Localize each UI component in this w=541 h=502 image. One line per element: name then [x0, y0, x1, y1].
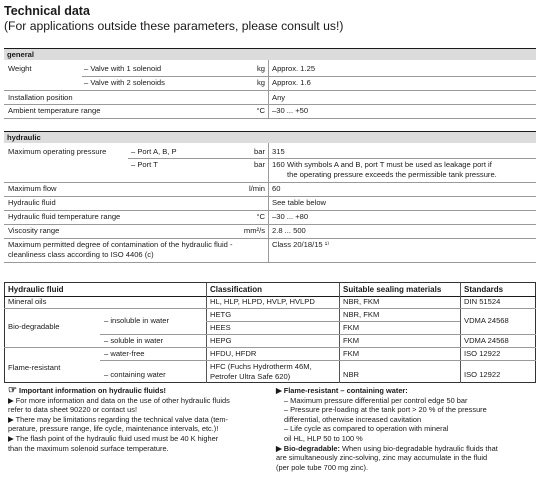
- hydraulic-header-label: hydraulic: [7, 133, 41, 142]
- hand-pointer-icon: ☞: [8, 385, 17, 396]
- installation-label: Installation position: [8, 93, 73, 102]
- port-abp-unit: bar: [254, 147, 265, 156]
- hydraulic-fluid-label: Hydraulic fluid: [8, 198, 56, 207]
- divider: [206, 321, 460, 322]
- flame-info-heading: ▶ Flame-resistant – containing water:: [276, 386, 408, 395]
- ambient-temp-unit: °C: [256, 106, 265, 115]
- info-box-right: [276, 386, 538, 472]
- general-header-label: general: [7, 50, 35, 59]
- column-divider: [268, 143, 269, 262]
- bio-degradable-label: Bio-degradable: [8, 322, 60, 331]
- flame-info-line: – Life cycle as compared to operation with mineral: [284, 424, 449, 434]
- divider: [4, 308, 536, 309]
- divider: [4, 196, 536, 197]
- column-divider: [339, 283, 340, 383]
- divider: [100, 360, 536, 361]
- info-line: ▶ There may be limitations regarding the technical valve data (tem-: [8, 414, 228, 424]
- weight-1-solenoid-label: – Valve with 1 solenoid: [84, 64, 162, 73]
- mineral-std: DIN 51524: [464, 297, 501, 306]
- weight-label: Weight: [8, 64, 32, 73]
- hfdu-std: ISO 12922: [464, 349, 501, 358]
- general-section-header: [4, 48, 536, 60]
- table-header-standards: Standards: [464, 285, 504, 294]
- table-header-fluid: Hydraulic fluid: [8, 285, 64, 294]
- table-header-sealing: Suitable sealing materials: [343, 285, 442, 294]
- divider: [4, 210, 536, 211]
- hepg-class: HEPG: [210, 336, 232, 345]
- weight-1-unit: kg: [256, 64, 265, 73]
- max-flow-label: Maximum flow: [8, 184, 57, 193]
- flame-info-line: differential, otherwise increased cavitation: [284, 414, 422, 424]
- info-line: ▶ For more information and data on the use of other hydraulic fluids: [8, 395, 230, 405]
- hees-seal: FKM: [343, 323, 360, 332]
- divider: [4, 262, 536, 263]
- column-divider: [460, 283, 461, 383]
- info-heading-text: Important information on hydraulic fluids!: [19, 386, 167, 395]
- port-abp-value: 315: [272, 147, 285, 156]
- divider: [4, 347, 536, 348]
- info-box-left: [8, 386, 270, 453]
- max-flow-value: 60: [272, 184, 281, 193]
- contamination-value: Class 20/18/15 ¹⁾: [272, 240, 330, 249]
- ambient-temp-value: –30 ... +50: [272, 106, 309, 115]
- bio-insoluble-label: – insoluble in water: [104, 316, 170, 325]
- mineral-seal: NBR, FKM: [343, 297, 380, 306]
- divider: [82, 76, 536, 77]
- divider: [4, 104, 536, 105]
- weight-2-value: Approx. 1.6: [272, 78, 311, 87]
- table-header-classification: Classification: [210, 285, 263, 294]
- bio-info-line: (per pole tube 700 mg zinc).: [276, 462, 369, 472]
- weight-1-value: Approx. 1.25: [272, 64, 316, 73]
- hfdu-class: HFDU, HFDR: [210, 349, 257, 358]
- hetg-seal: NBR, FKM: [343, 310, 380, 319]
- bio-info-heading: ▶ Bio-degradable:: [276, 443, 340, 453]
- hfc-class-line1: HFC (Fuchs Hydrotherm 46M,: [210, 362, 312, 371]
- max-flow-unit: l/min: [248, 184, 265, 193]
- info-line: than the maximum solenoid surface temperature.: [8, 443, 169, 453]
- fluid-temp-label: Hydraulic fluid temperature range: [8, 212, 121, 221]
- mineral-oils-label: Mineral oils: [8, 297, 47, 306]
- hepg-std: VDMA 24568: [464, 336, 509, 345]
- port-abp-label: – Port A, B, P: [131, 147, 177, 156]
- bio-soluble-label: – soluble in water: [104, 336, 164, 345]
- bio-info-line: [276, 444, 538, 454]
- port-t-note-line1: With symbols A and B, port T must be used as leakage port if: [287, 160, 492, 169]
- flame-resistant-label: Flame-resistant: [8, 363, 61, 372]
- page-subtitle: (For applications outside these parameters, please consult us!): [4, 19, 344, 33]
- mineral-class: HL, HLP, HLPD, HVLP, HVLPD: [210, 297, 315, 306]
- weight-2-solenoids-label: – Valve with 2 solenoids: [84, 78, 165, 87]
- port-t-unit: bar: [254, 160, 265, 169]
- divider: [4, 224, 536, 225]
- fluid-temp-unit: °C: [256, 212, 265, 221]
- hepg-seal: FKM: [343, 336, 360, 345]
- flame-info-line: oil HL, HLP 50 to 100 %: [284, 433, 363, 443]
- divider: [4, 90, 536, 91]
- hfc-std: ISO 12922: [464, 370, 501, 379]
- hydraulic-fluid-value: See table below: [272, 198, 327, 207]
- contamination-label-line2: cleanliness class according to ISO 4406 (c): [8, 250, 154, 259]
- viscosity-label: Viscosity range: [8, 226, 60, 235]
- hfdu-seal: FKM: [343, 349, 360, 358]
- hfc-class-line2: Petrofer Ultra Safe 620): [210, 372, 291, 381]
- max-pressure-label: Maximum operating pressure: [8, 147, 107, 156]
- hetg-class: HETG: [210, 310, 232, 319]
- weight-2-unit: kg: [256, 78, 265, 87]
- info-line: perature, pressure range, life cycle, maintenance intervals, etc.)!: [8, 424, 219, 434]
- flame-containing-label: – containing water: [104, 370, 166, 379]
- info-heading: [8, 386, 270, 396]
- fluid-temp-value: –30 ... +80: [272, 212, 309, 221]
- flame-waterfree-label: – water-free: [104, 349, 145, 358]
- hees-class: HEES: [210, 323, 231, 332]
- hydraulic-section-header: [4, 131, 536, 143]
- divider: [4, 238, 536, 239]
- port-t-value: 160: [272, 160, 285, 169]
- page-title: Technical data: [4, 4, 90, 18]
- info-line: ▶ The flash point of the hydraulic fluid used must be 40 K higher: [8, 433, 219, 443]
- installation-value: Any: [272, 93, 286, 102]
- contamination-label-line1: Maximum permitted degree of contamination of the hydraulic fluid -: [8, 240, 233, 249]
- bio-info-text: When using bio-degradable hydraulic fluids that: [340, 443, 498, 453]
- flame-info-line: – Maximum pressure differential per control edge 50 bar: [284, 395, 468, 405]
- insoluble-std: VDMA 24568: [464, 316, 509, 325]
- info-line: refer to data sheet 90220 or contact us!: [8, 405, 138, 415]
- bio-info-line: are simultaneously zinc-solving, zinc may accumulate in the fluid: [276, 453, 488, 463]
- viscosity-value: 2.8 ... 500: [272, 226, 306, 235]
- divider: [100, 334, 536, 335]
- port-t-label: – Port T: [131, 160, 158, 169]
- port-t-note-line2: the operating pressure exceeds the permissible tank pressure.: [287, 170, 497, 179]
- viscosity-unit: mm²/s: [243, 226, 265, 235]
- flame-info-line: – Pressure pre-loading at the tank port > 20 % of the pressure: [284, 405, 487, 415]
- ambient-temp-label: Ambient temperature range: [8, 106, 101, 115]
- divider: [4, 182, 536, 183]
- column-divider: [268, 60, 269, 118]
- hfc-seal: NBR: [343, 370, 360, 379]
- divider: [4, 118, 536, 119]
- column-divider: [206, 283, 207, 383]
- divider: [128, 158, 536, 159]
